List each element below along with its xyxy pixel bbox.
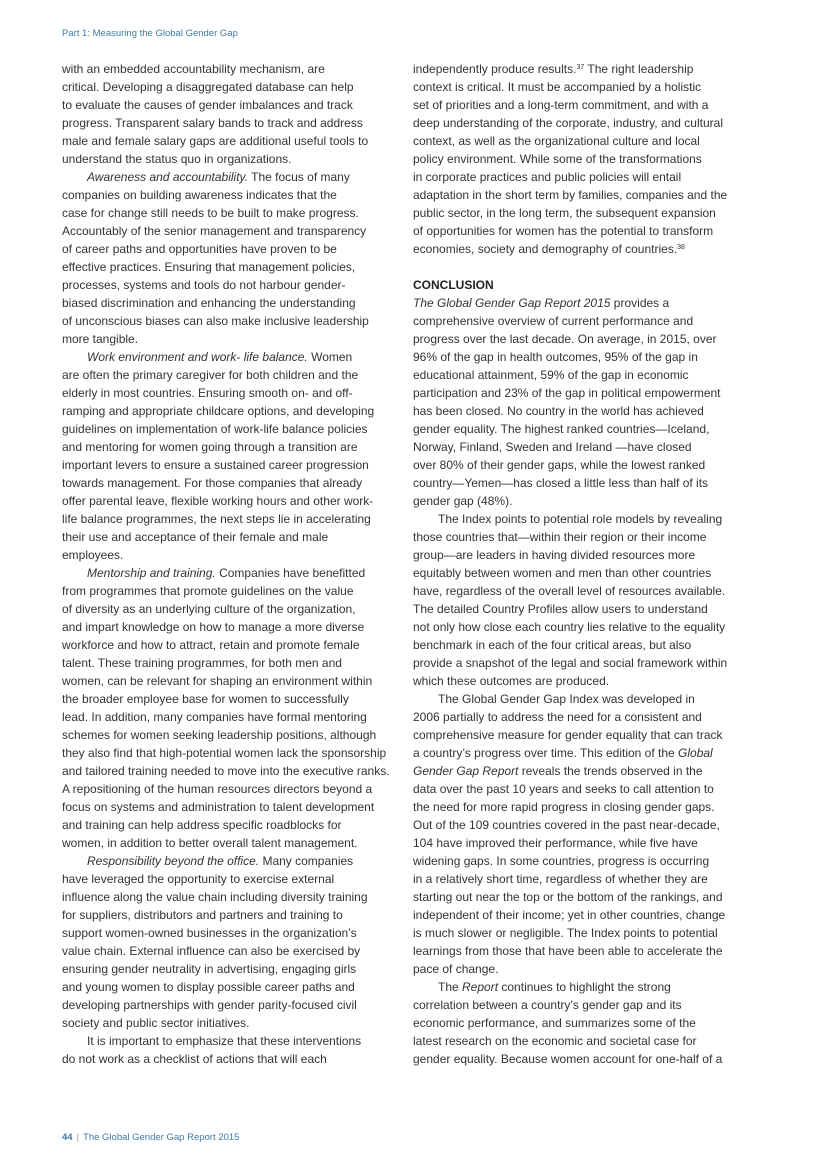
footer-report-title: The Global Gender Gap Report 2015 bbox=[83, 1132, 240, 1143]
paragraph bbox=[62, 348, 392, 564]
paragraph-text: continues to highlight the strong correlation between a country’s gender gap and its economic performance, and summarizes some of the latest research on the economic and societal case for gender equality. Because women account for one-half of a bbox=[413, 980, 723, 1066]
running-header: Part 1: Measuring the Global Gender Gap bbox=[62, 28, 238, 39]
paragraph: with an embedded accountability mechanism, are critical. Developing a disaggregated database can help to evaluate the causes of gender imbalances and track progress. Transparent salary bands to track and address male and female salary gaps are additional useful tools to understand the status quo in organizations. bbox=[62, 62, 369, 166]
page-footer bbox=[62, 1132, 239, 1143]
paragraph-text: provides a comprehensive overview of current performance and progress over the last decade. On average, in 2015, over 96% of the gap in health outcomes, 95% of the gap in educational attainment, 59% of the gap in economic participation and 23% of the gap in political empowerment has been closed. No country in the world has achieved gender equality. The highest ranked countries—Iceland, Norway, Finland, Sweden and Ireland —have closed over 80% of their gender gaps, while the lowest ranked country—Yemen—has closed a little less than half of its gender gap (48%). bbox=[413, 296, 721, 508]
footnote-ref: 37 bbox=[576, 64, 585, 71]
right-column bbox=[413, 60, 743, 1068]
left-column bbox=[62, 60, 392, 1068]
section-heading: CONCLUSION bbox=[413, 278, 494, 292]
paragraph bbox=[413, 978, 743, 1068]
paragraph: It is important to emphasize that these interventions do not work as a checklist of actions that will each bbox=[62, 1034, 362, 1066]
paragraph-body: Many companies have leveraged the opportunity to exercise external influence along the value chain including diversity training for suppliers, distributors and partners and training to support women-owned businesses in the organization’s value chain. External influence can also be exercised by ensuring gender neutrality in advertising, engaging girls and young women to display possible career paths and developing partnerships with gender parity-focused civil society and public sector initiatives. bbox=[62, 854, 368, 1030]
paragraph bbox=[413, 294, 743, 510]
report-title: Global Gender Gap Report bbox=[413, 746, 713, 778]
footnote-ref: 38 bbox=[677, 244, 685, 251]
report-title: Report bbox=[462, 980, 499, 994]
paragraph bbox=[413, 690, 743, 978]
page-number: 44 bbox=[62, 1132, 73, 1143]
paragraph-text: The Global Gender Gap Index was developed in 2006 partially to address the need for a consistent and comprehensive measure for gender equality that can track a country’s progress over time. This edition of the bbox=[413, 692, 723, 760]
paragraph-text: independently produce results. bbox=[413, 62, 577, 76]
paragraph-body: Women are often the primary caregiver for both children and the elderly in most countries. Ensuring smooth on- and off- ramping and appropriate childcare options, and developing guidelines on implementation of work-life balance policies and mentoring for women going through a transition are important levers to ensure a sustained career progression towards management. For those companies that already offer parental leave, flexible working hours and other work- life balance programmes, the next steps lie in accelerating their use and acceptance of their female and male employees. bbox=[62, 350, 375, 562]
footer-separator: | bbox=[76, 1132, 80, 1143]
paragraph-heading: Mentorship and training. bbox=[87, 566, 216, 580]
report-title: The Global Gender Gap Report 2015 bbox=[413, 296, 611, 310]
paragraph bbox=[62, 852, 392, 1032]
paragraph bbox=[62, 168, 392, 348]
paragraph-text: The bbox=[438, 980, 463, 994]
paragraph-heading: Awareness and accountability. bbox=[87, 170, 248, 184]
paragraph: The Index points to potential role models by revealing those countries that—within their region or their income group—are leaders in having divided resources more equitably between women and men than other countries have, regardless of the overall level of resources available. The detailed Country Profiles allow users to understand not only how close each country lies relative to the equality benchmark in each of the four critical areas, but also provide a snapshot of the legal and social framework within which these outcomes are produced. bbox=[413, 512, 728, 688]
paragraph-heading: Responsibility beyond the office. bbox=[87, 854, 260, 868]
paragraph-body: The focus of many companies on building awareness indicates that the case for change still needs to be built to make progress. Accountably of the senior management and transparency of career paths and opportunities have proven to be effective practices. Ensuring that management policies, processes, systems and tools do not harbour gender- biased discrimination and enhancing the understanding of unconscious biases can also make inclusive leadership more tangible. bbox=[62, 170, 369, 346]
paragraph bbox=[413, 60, 743, 258]
paragraph-body: Companies have benefitted from programmes that promote guidelines on the value of diversity as an underlying culture of the organization, and impart knowledge on how to manage a more diverse workforce and how to attract, retain and promote female talent. These training programmes, for both men and women, can be relevant for shaping an environment within the broader employee base for women to successfully lead. In addition, many companies have formal mentoring schemes for women seeking leadership positions, although they also find that high-potential women lack the sponsorship and tailored training needed to move into the executive ranks. A repositioning of the human resources directors beyond a focus on systems and administration to talent development and training can help address specific roadblocks for women, in addition to better overall talent management. bbox=[62, 566, 390, 850]
paragraph-text: reveals the trends observed in the data over the past 10 years and seeks to call attention to the need for more rapid progress in closing gender gaps. Out of the 109 countries covered in the past near-decade, 104 have improved their performance, while five have widening gaps. In some countries, progress is occurring in a relatively short time, regardless of whether they are starting out near the top or the bottom of the rankings, and independent of their income; yet in other countries, change is much slower or negligible. The Index points to potential learnings from those that have been able to accelerate the pace of change. bbox=[413, 764, 726, 976]
paragraph-text: The right leadership context is critical. It must be accompanied by a holistic set of priorities and a long-term commitment, and with a deep understanding of the corporate, industry, and cultural context, as well as the organizational culture and local policy environment. While some of the transformations in corporate practices and public policies will entail adaptation in the short term by families, companies and the public sector, in the long term, the subsequent expansion of opportunities for women has the potential to transform economies, society and demography of countries. bbox=[413, 62, 728, 256]
paragraph-heading: Work environment and work- life balance. bbox=[87, 350, 308, 364]
paragraph bbox=[62, 564, 392, 852]
